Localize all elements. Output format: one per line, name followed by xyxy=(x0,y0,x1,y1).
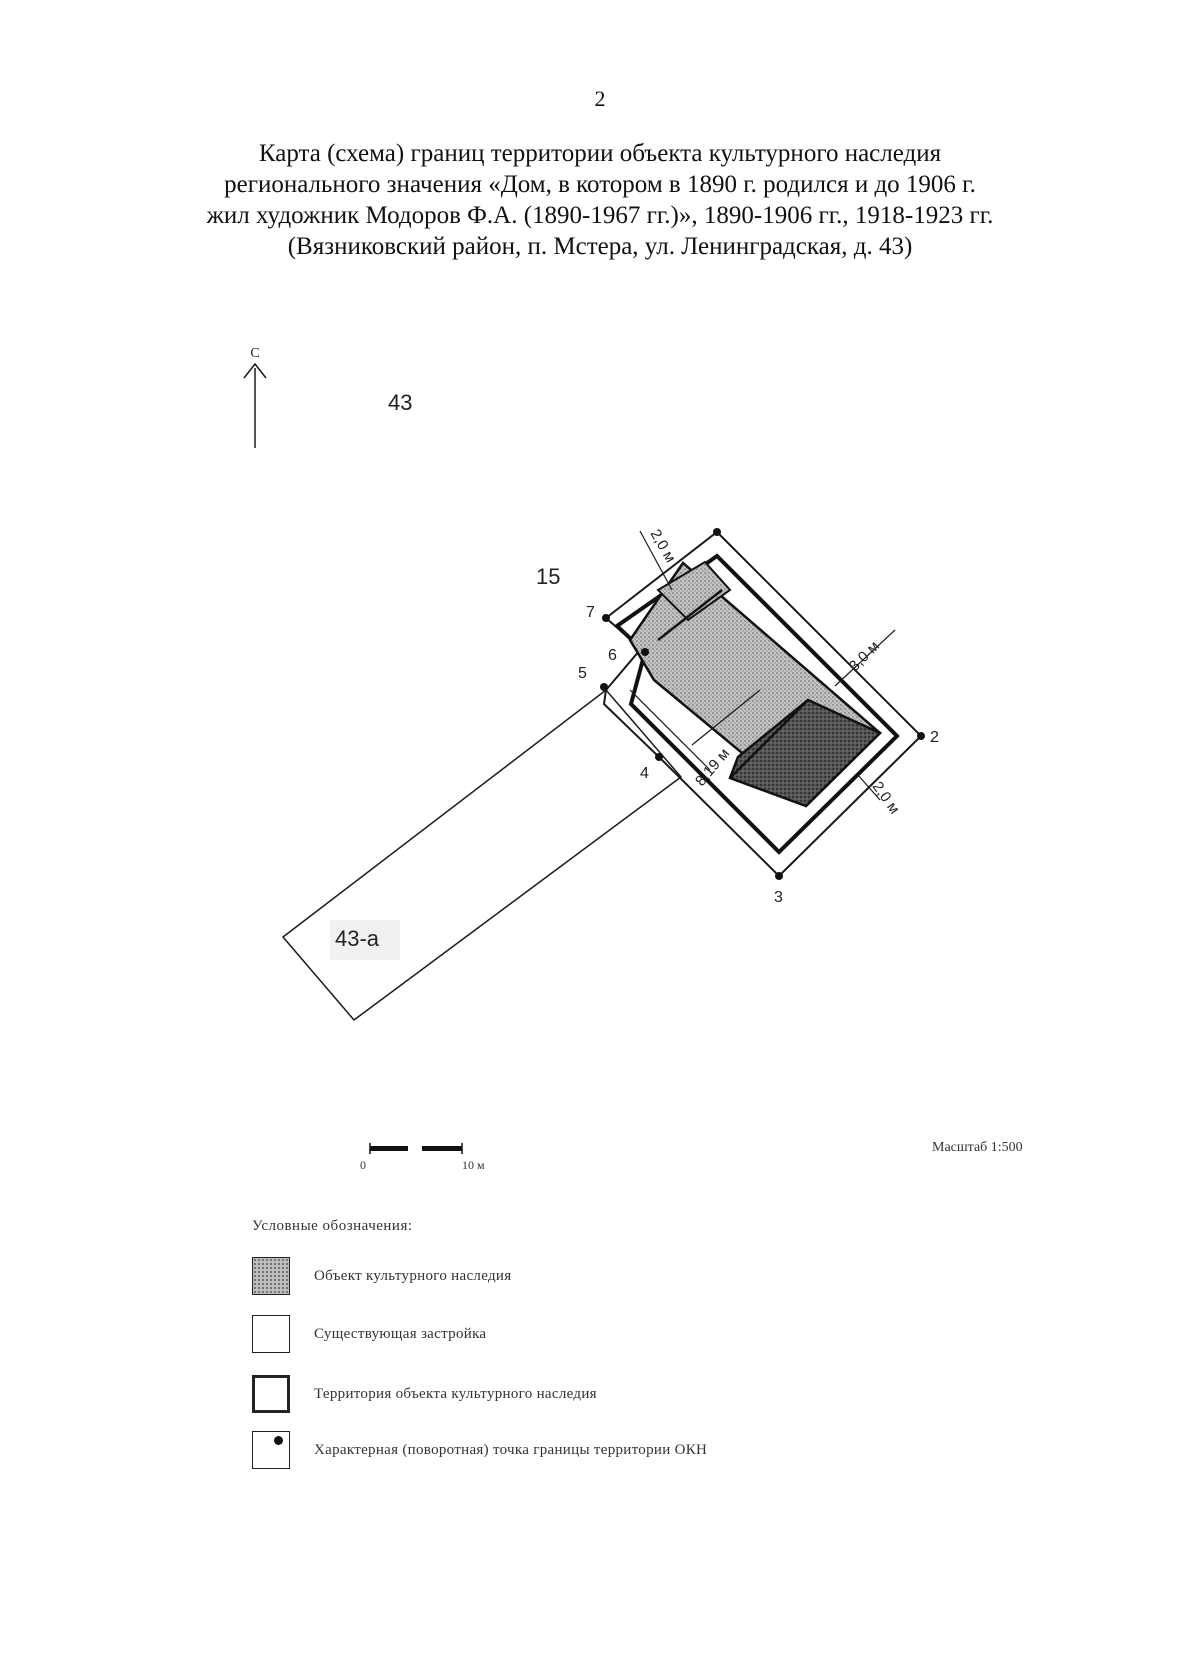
legend-label: Объект культурного наследия xyxy=(314,1267,512,1284)
title-line: Карта (схема) границ территории объекта культурного наследия xyxy=(258,140,942,167)
point-label-5: 5 xyxy=(578,665,587,682)
legend-label: Территория объекта культурного наследия xyxy=(314,1385,597,1402)
point-label-7: 7 xyxy=(586,604,595,621)
boundary-point xyxy=(602,614,610,622)
parcel-label-neighbor: 15 xyxy=(536,564,561,589)
legend-label: Существующая застройка xyxy=(314,1325,487,1342)
legend-swatch-heritage xyxy=(252,1257,290,1295)
scale-end-label: 10 м xyxy=(462,1158,485,1172)
boundary-point xyxy=(655,753,663,761)
legend-label: Характерная (поворотная) точка границы территории ОКН xyxy=(314,1441,708,1458)
boundary-point xyxy=(775,872,783,880)
dimension-side-offset: 3,0 м xyxy=(845,637,883,675)
legend-swatch-territory xyxy=(252,1375,290,1413)
point-label-4: 4 xyxy=(640,765,649,782)
point-dot-icon xyxy=(274,1436,283,1445)
legend-item-territory xyxy=(252,1372,597,1416)
dimension-width: 8,19 м xyxy=(692,745,734,790)
legend-swatch-existing xyxy=(252,1315,290,1353)
legend-title: Условные обозначения: xyxy=(252,1218,413,1234)
north-arrow xyxy=(244,346,266,448)
scale-zero-label: 0 xyxy=(360,1158,366,1172)
legend-item-existing xyxy=(252,1312,486,1356)
legend-swatch-point xyxy=(252,1431,290,1469)
dimension-top-offset: 2,0 м xyxy=(646,526,679,566)
title-line: жил художник Модоров Ф.А. (1890-1967 гг.)», 1890-1906 гг., 1918-1923 гг. xyxy=(206,202,994,229)
legend-item-heritage xyxy=(252,1254,511,1298)
boundary-point xyxy=(641,648,649,656)
boundary-point xyxy=(600,683,608,691)
point-label-3: 3 xyxy=(774,889,783,906)
dimension-bottom-offset: 2,0 м xyxy=(868,778,903,818)
rear-parcel xyxy=(283,690,681,1020)
page-number: 2 xyxy=(594,86,606,111)
parcel-label-top: 43 xyxy=(388,390,413,415)
parcel-label-rear: 43-а xyxy=(335,926,380,951)
point-label-6: 6 xyxy=(608,647,617,664)
legend-item-point xyxy=(252,1428,707,1472)
scale-bar xyxy=(370,1143,462,1154)
title-line: регионального значения «Дом, в котором в 1890 г. родился и до 1906 г. xyxy=(224,171,976,198)
scale-title: Масштаб 1:500 xyxy=(932,1140,1023,1155)
scale-bar-gap xyxy=(408,1146,422,1151)
north-label: С xyxy=(250,346,260,361)
boundary-point xyxy=(713,528,721,536)
boundary-point xyxy=(917,732,925,740)
title-line: (Вязниковский район, п. Мстера, ул. Ленинградская, д. 43) xyxy=(287,233,913,260)
point-label-2: 2 xyxy=(930,729,939,746)
